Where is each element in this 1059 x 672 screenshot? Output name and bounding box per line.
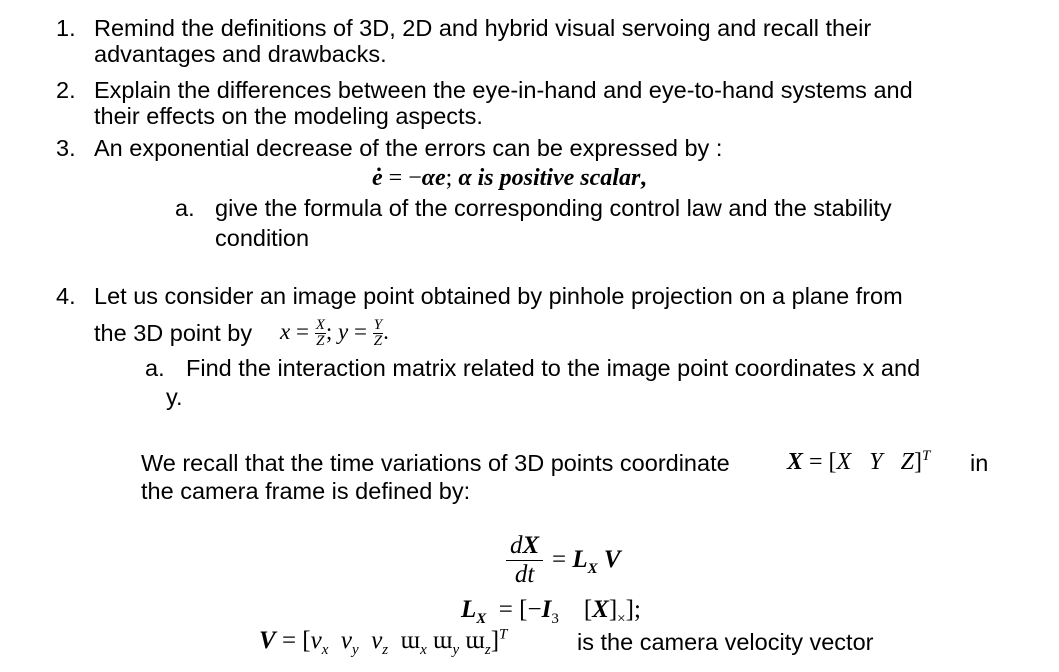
recall-line-1-suffix: in <box>970 450 989 476</box>
item-3-number: 3. <box>56 135 76 161</box>
point-coordinate-vector: X = [X Y Z]$^T$ <box>787 448 931 475</box>
item-4a-label: a. <box>145 355 165 381</box>
item-3a-line-1: give the formula of the corresponding control law and the stability <box>215 195 892 221</box>
dx-dt-fraction: dX dt <box>506 532 543 589</box>
camera-velocity-vector: $V = [v_x$ $v_y$ $v_z$ ɯ$_x$ ɯ$_y$ ɯ$_z$]$^T$ <box>259 626 508 658</box>
recall-line-1-prefix: We recall that the time variations of 3D points coordinate <box>141 450 730 476</box>
interaction-matrix-definition: $L_X = [-I_3$ $[X]_\times$]; <box>461 596 641 627</box>
item-3a-line-2: condition <box>215 225 310 251</box>
item-3-line-1: An exponential decrease of the errors can be expressed by : <box>94 135 723 161</box>
exponential-decrease-equation: ė = −αe; α is positive scalar, <box>372 165 647 191</box>
item-1-number: 1. <box>56 15 76 41</box>
projection-equation: x = $\frac{X}{Z}$ ; y = $\frac{Y}{Z}$ . <box>280 317 389 350</box>
kinematic-equation-rhs: = $L_X$ V <box>552 546 621 577</box>
item-1-line-2: advantages and drawbacks. <box>94 41 387 67</box>
item-1-line-1: Remind the definitions of 3D, 2D and hybrid visual servoing and recall their <box>94 15 872 41</box>
item-2-line-2: their effects on the modeling aspects. <box>94 103 483 129</box>
item-2-line-1: Explain the differences between the eye-in-hand and eye-to-hand systems and <box>94 77 913 103</box>
velocity-vector-description: is the camera velocity vector <box>577 629 874 655</box>
item-4a-line-2: y. <box>166 384 183 410</box>
item-4-line-1: Let us consider an image point obtained by pinhole projection on a plane from <box>94 283 903 309</box>
item-3a-label: a. <box>175 195 195 221</box>
recall-line-2: the camera frame is defined by: <box>141 478 471 504</box>
item-4-number: 4. <box>56 283 76 309</box>
item-4a-line-1: Find the interaction matrix related to the image point coordinates x and <box>186 355 921 381</box>
item-4-line-2: the 3D point by <box>94 320 253 346</box>
item-2-number: 2. <box>56 77 76 103</box>
